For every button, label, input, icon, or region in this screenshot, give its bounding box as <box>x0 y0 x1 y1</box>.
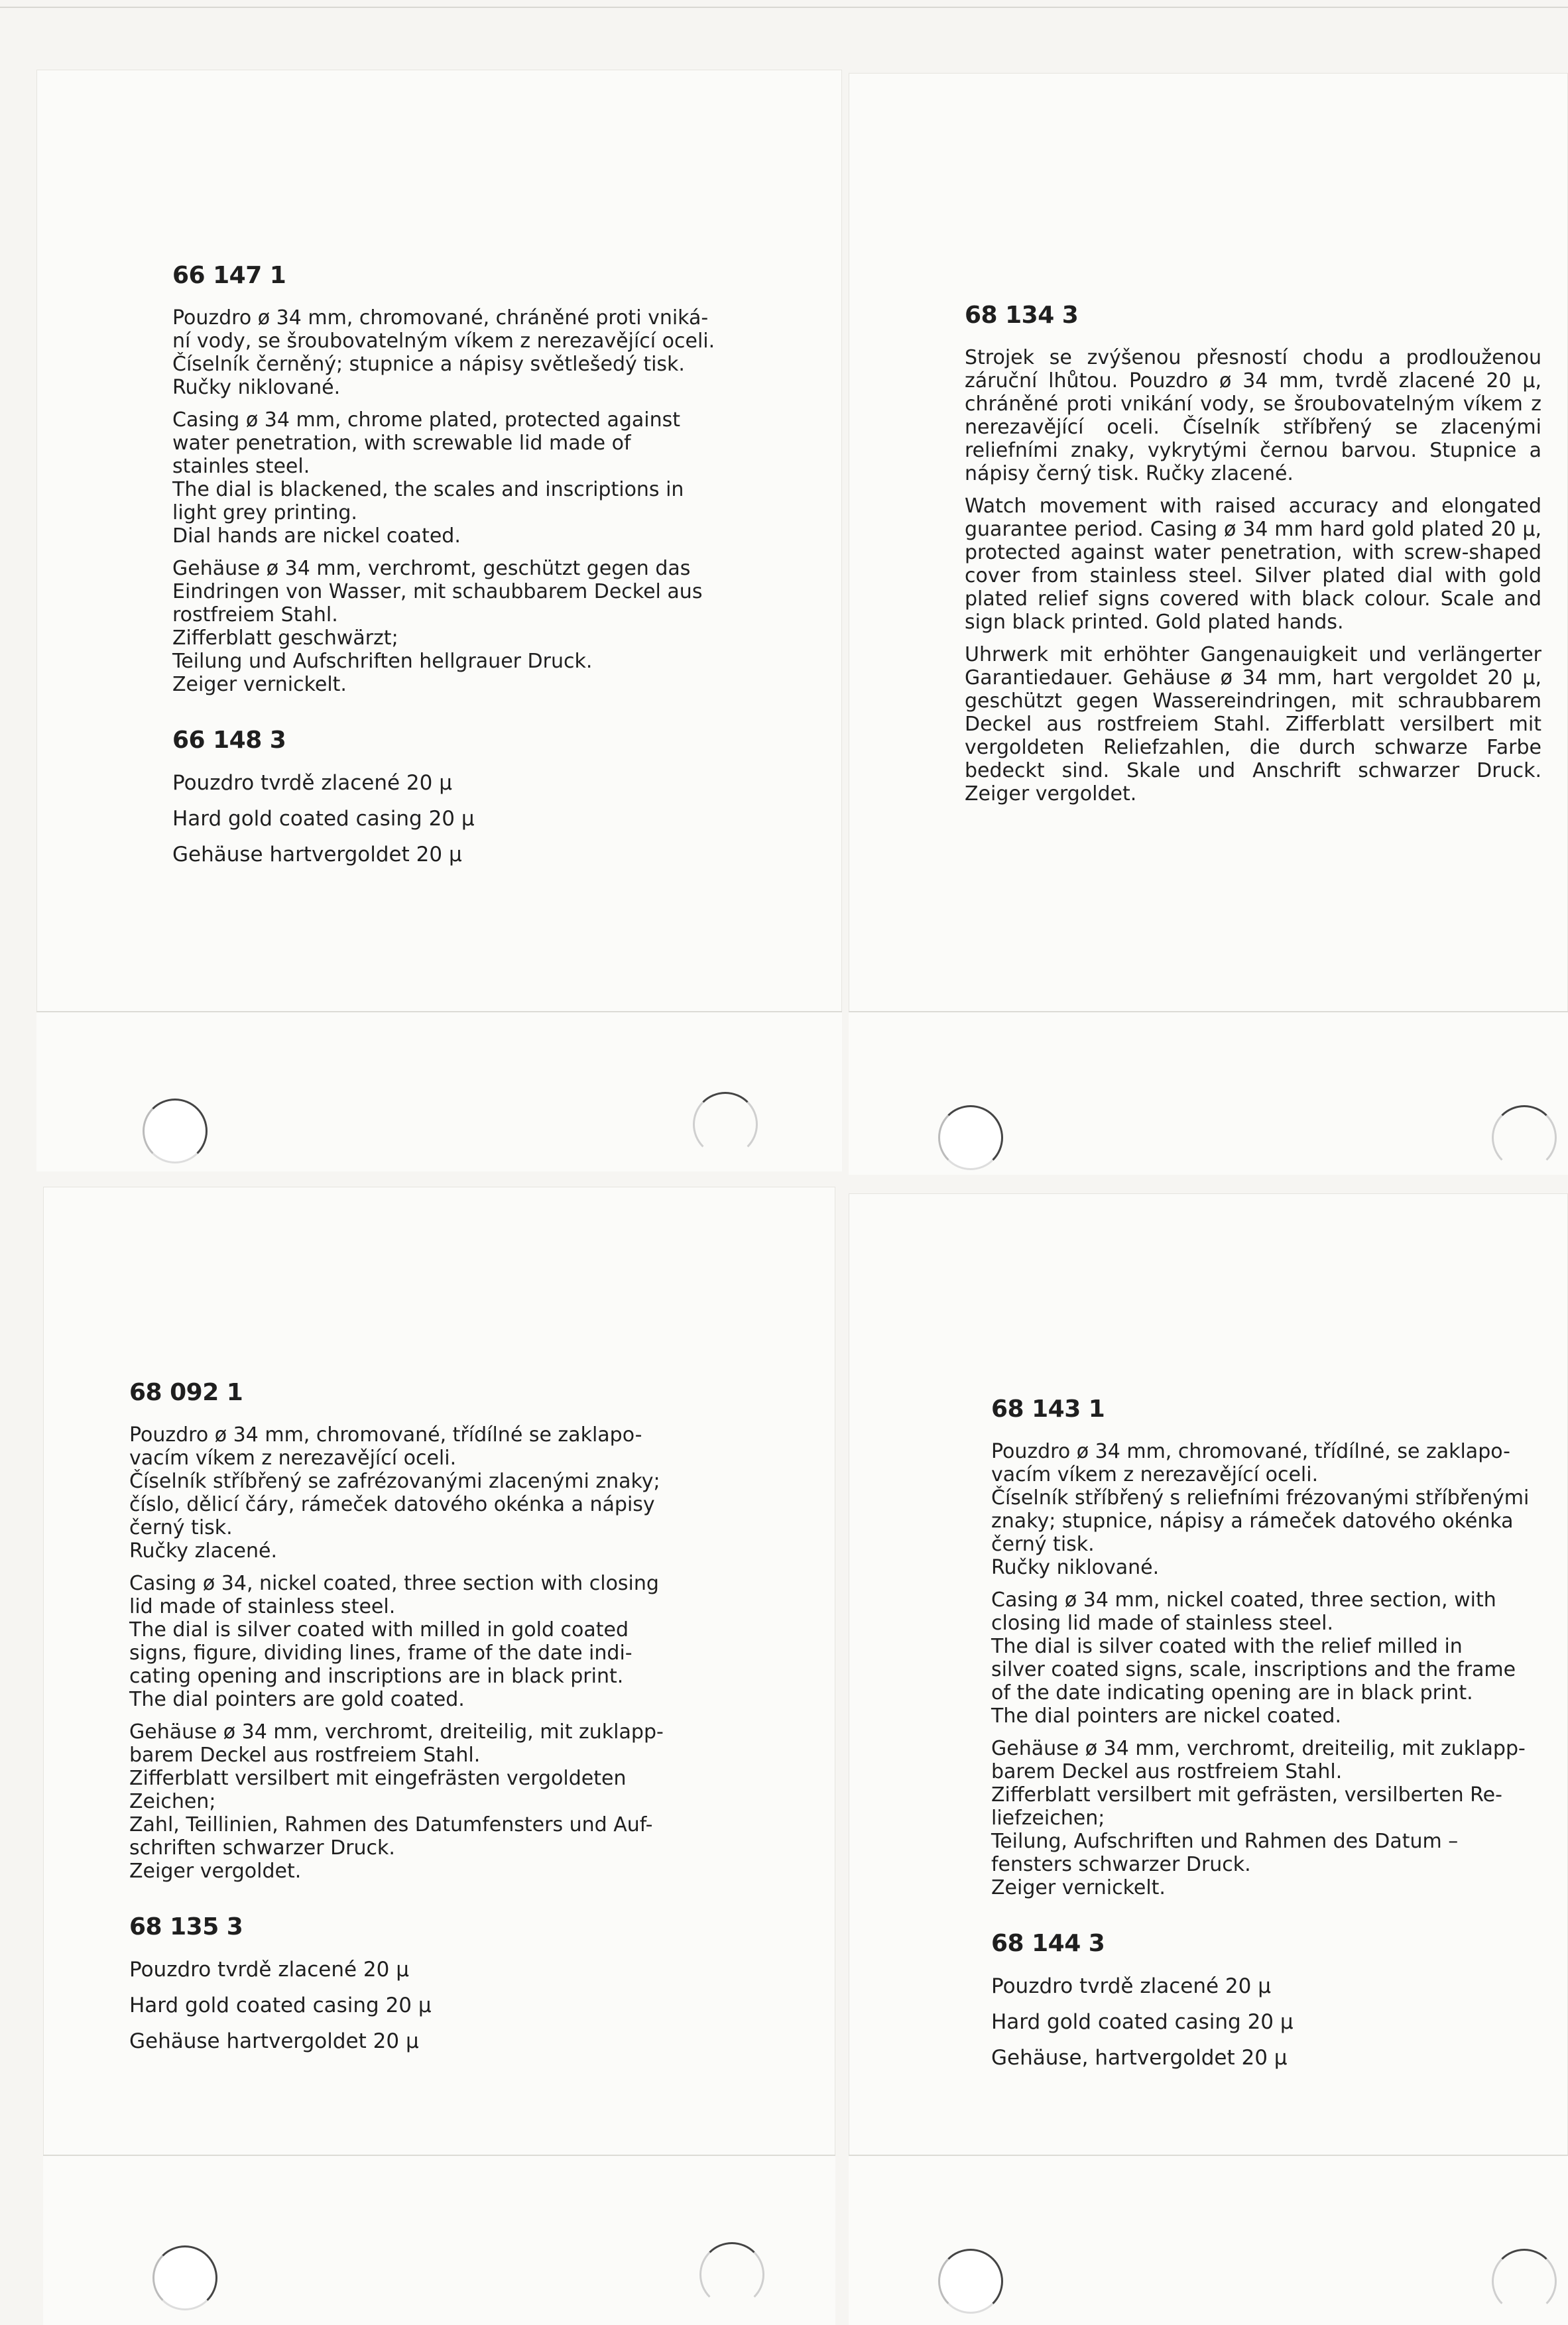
card-top-left <box>36 70 842 1170</box>
punch-hole-right <box>699 2242 764 2307</box>
card-text <box>991 1396 1548 2082</box>
card-flap <box>36 1011 842 1171</box>
description-english: Casing ø 34 mm, chrome plated, protected against water penetration, with screwable lid made of stainles steel. The dial is blackened, the scales and inscriptions in light grey printing. Dial hands are nickel coated. <box>172 408 684 548</box>
card-bottom-right <box>849 1193 1568 2324</box>
description-czech: Pouzdro ø 34 mm, chromované, třídílné se zaklapo- vacím víkem z nerezavějící oceli. Číselník stříbřený se zafrézovanými zlacenými znaky; číslo, dělicí čáry, rámeček datového okénka a nápisy černý tisk. Ručky zlacené. <box>129 1423 660 1563</box>
product-code: 68 134 3 <box>965 302 1079 329</box>
card-bottom-left <box>43 1187 835 2324</box>
card-top-right <box>849 73 1568 1173</box>
description-english: Watch movement with raised accuracy and elongated guarantee period. Casing ø 34 mm hard gold plated 20 μ, protected against water penetration, with screw-shaped cover from stainless steel. Silver plated dial with gold plated relief signs covered with black colour. Scale and sign black printed. Gold plated hands. <box>965 495 1548 634</box>
punch-hole-left <box>938 1105 1003 1170</box>
card-flap <box>43 2155 835 2325</box>
product-code: 68 143 1 <box>991 1396 1105 1423</box>
punch-hole-right <box>1492 1105 1557 1170</box>
description-english: Casing ø 34 mm, nickel coated, three section, with closing lid made of stainless steel. The dial is silver coated with the relief milled in silver coated signs, scale, inscriptions and the frame of the date indicating opening are in black print. The dial pointers are nickel coated. <box>991 1588 1516 1728</box>
product-code: 66 147 1 <box>172 262 286 289</box>
card-text <box>129 1379 753 2065</box>
variant-german: Gehäuse hartvergoldet 20 μ <box>172 843 462 866</box>
description-czech: Pouzdro ø 34 mm, chromované, chráněné proti vniká- ní vody, se šroubovatelným víkem z nerezavějící oceli. Číselník černěný; stupnice a nápisy světlešedý tisk. Ručky niklované. <box>172 306 715 399</box>
product-code: 68 092 1 <box>129 1379 243 1406</box>
variant-german: Gehäuse hartvergoldet 20 μ <box>129 2029 419 2053</box>
card-text <box>172 262 779 878</box>
variant-english: Hard gold coated casing 20 μ <box>172 807 475 831</box>
punch-hole-right <box>1492 2249 1557 2314</box>
description-german: Gehäuse ø 34 mm, verchromt, geschützt gegen das Eindringen von Wasser, mit schaubbarem Deckel aus rostfreiem Stahl. Zifferblatt geschwärzt; Teilung und Aufschriften hellgrauer Druck. Zeiger vernickelt. <box>172 557 703 696</box>
description-german: Uhrwerk mit erhöhter Gangenauigkeit und verlängerter Garantiedauer. Gehäuse ø 34 mm, hart vergoldet 20 μ, geschützt gegen Wassereindringen, mit schraubbarem Deckel aus rostfreiem Stahl. Zifferblatt versilbert mit vergoldeten Reliefzahlen, die durch schwarze Farbe bedeckt sind. Skale und Anschrift schwarzer Druck. Zeiger vergoldet. <box>965 643 1548 805</box>
description-czech: Pouzdro ø 34 mm, chromované, třídílné, se zaklapo- vacím víkem z nerezavějící oceli. Číselník stříbřený s reliefními frézovanými stříbřenými znaky; stupnice, nápisy a rámeček datového okénka černý tisk. Ručky niklované. <box>991 1440 1530 1579</box>
variant-czech: Pouzdro tvrdě zlacené 20 μ <box>172 771 452 795</box>
punch-hole-left <box>143 1099 208 1163</box>
variant-code: 68 135 3 <box>129 1913 243 1940</box>
variant-german: Gehäuse, hartvergoldet 20 μ <box>991 2046 1288 2070</box>
variant-english: Hard gold coated casing 20 μ <box>991 2010 1294 2034</box>
card-text <box>965 302 1548 815</box>
description-german: Gehäuse ø 34 mm, verchromt, dreiteilig, mit zuklapp- barem Deckel aus rostfreiem Stahl. Zifferblatt versilbert mit eingefrästen vergoldeten Zeichen; Zahl, Teillinien, Rahmen des Datumfensters und Auf- schriften schwarzer Druck. Zeiger vergoldet. <box>129 1720 664 1883</box>
punch-hole-left <box>152 2245 217 2310</box>
description-czech: Strojek se zvýšenou přesností chodu a prodlouženou záruční lhůtou. Pouzdro ø 34 mm, tvrdě zlacené 20 μ, chráněné proti vnikání vody, se šroubovatelným víkem z nerezavějící oceli. Číselník stříbřený se zlacenými reliefními znaky, vykrytými černou barvou. Stupnice a nápisy černý tisk. Ručky zlacené. <box>965 346 1548 485</box>
variant-czech: Pouzdro tvrdě zlacené 20 μ <box>129 1958 409 1982</box>
variant-code: 68 144 3 <box>991 1930 1105 1957</box>
description-english: Casing ø 34, nickel coated, three section with closing lid made of stainless steel. The dial is silver coated with milled in gold coated signs, figure, dividing lines, frame of the date indi- cating opening and inscriptions are in black print. The dial pointers are gold coated. <box>129 1572 659 1711</box>
punch-hole-right <box>693 1092 758 1157</box>
variant-english: Hard gold coated casing 20 μ <box>129 1994 432 2017</box>
variant-czech: Pouzdro tvrdě zlacené 20 μ <box>991 1974 1271 1998</box>
scan-top-edge <box>0 7 1568 8</box>
punch-hole-left <box>938 2249 1003 2314</box>
card-flap <box>849 2155 1568 2325</box>
card-flap <box>849 1011 1568 1175</box>
description-german: Gehäuse ø 34 mm, verchromt, dreiteilig, mit zuklapp- barem Deckel aus rostfreiem Stahl. Zifferblatt versilbert mit gefrästen, versilberten Re- liefzeichen; Teilung, Aufschriften und Rahmen des Datum – fensters schwarzer Druck. Zeiger vernickelt. <box>991 1737 1526 1899</box>
variant-code: 66 148 3 <box>172 727 286 754</box>
